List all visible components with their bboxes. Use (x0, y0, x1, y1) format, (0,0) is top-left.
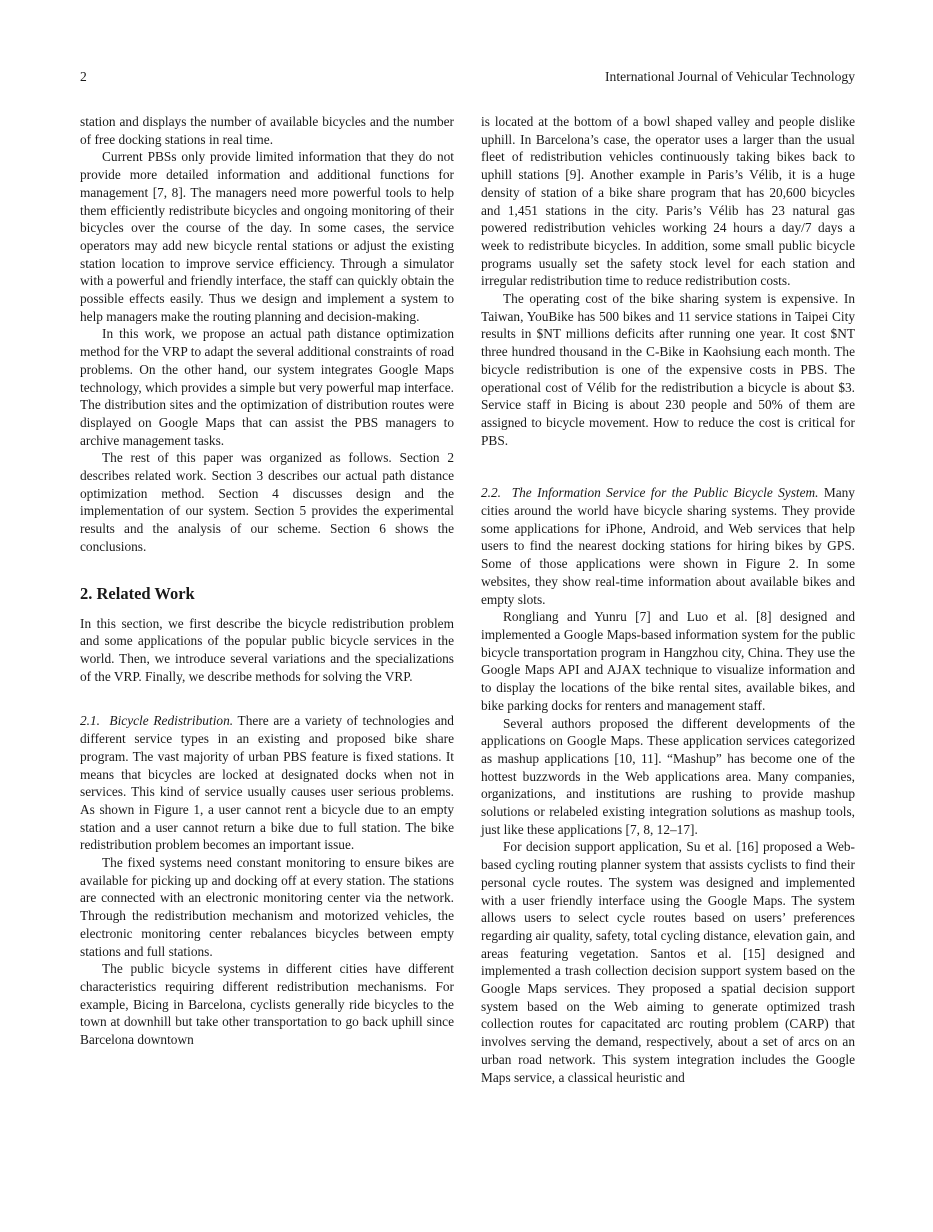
left-paragraph-4: The rest of this paper was organized as follows. Section 2 describes related work. Section 3 describes our actual path distance optimization method. Section 4 discusses design and the implementation of our system. Section 5 provides the experimental results and the analysis of our scheme. Section 6 shows the conclusions. (80, 450, 454, 554)
right-paragraph-4: Rongliang and Yunru [7] and Luo et al. [8] designed and implemented a Google Maps-based information system for the public bicycle transportation program in Hangzhou city, China. They use the Google Maps API and AJAX technique to visualize information and to display the locations of the bike rental sites, available bikes, and bike parking docks for renters and management staff. (481, 609, 855, 713)
right-paragraph-5: Several authors proposed the different developments of the applications on Google Maps. These application services categorized as mashup applications [10, 11]. “Mashup” has become one of the hottest buzzwords in the Web applications area. Many companies, organizations, and institutions are rushing to provide mashup solutions or relabeled existing integration solutions as mashup tools, just like these applications [7, 8, 12–17]. (481, 715, 855, 837)
left-paragraph-1: station and displays the number of available bicycles and the number of free docking stations in real time. (80, 114, 454, 147)
left-paragraph-8: The public bicycle systems in different cities have different characteristics requiring different redistribution mechanisms. For example, Bicing in Barcelona, cyclists generally ride bicycles to the town at downhill but take other transportation to go back uphill since Barcelona downtown (80, 961, 454, 1048)
subsection-2-1-text: There are a variety of technologies and different service types in an existing and proposed bike share program. The vast majority of urban PBS feature is fixed stations. It means that bicycles are locked at designated docks when not in services. This kind of service usually causes user serious problems. As shown in Figure 1, a user cannot rent a bicycle due to an empty station and a user cannot return a bike due to full station. The bike redistribution problem becomes an important issue. (80, 713, 454, 853)
journal-title: International Journal of Vehicular Technology (605, 69, 855, 84)
right-paragraph-3 (481, 484, 855, 608)
right-paragraph-2: The operating cost of the bike sharing system is expensive. In Taiwan, YouBike has 500 bikes and 11 service stations in Taipei City results in $NT millions deficits after running one year. It cost $NT three hundred thousand in the C-Bike in Kaohsiung each month. The bicycle redistribution is one of the expensive costs in PBS. The operational cost of Vélib for the redistribution a bicycle is about $3. Service staff in Bicing is about 230 people and 50% of them are assigned to bicycle movement. How to reduce the cost is critical for PBS. (481, 291, 855, 448)
subsection-title-2-1: 2.1. Bicycle Redistribution. (80, 713, 234, 729)
right-column (481, 113, 855, 1086)
left-paragraph-2: Current PBSs only provide limited information that they do not provide more detailed information and additional functions for management [7, 8]. The managers need more powerful tools to help them efficiently redistribute bicycles and ongoing monitoring of their bicycles over the course of the day. In some cases, the service operators may add new bicycle rental stations or adjust the existing station location to improve service efficiency. Through a simulator with a powerful and friendly interface, the staff can quickly obtain the possible effects easily. Thus we design and implement a system to help managers make the routing planning and decision-making. (80, 149, 454, 324)
page-header (80, 67, 855, 87)
section-title-related-work: 2. Related Work (80, 583, 195, 603)
left-column (80, 113, 454, 1049)
subsection-2-2-text: Many cities around the world have bicycle sharing systems. They provide some applications for iPhone, Android, and Web services that help users to find the nearest docking stations for hiring bikes by GPS. Some of those applications were shown in Figure 2. In some websites, they show real-time information about available bikes and empty slots. (481, 485, 855, 607)
left-paragraph-3: In this work, we propose an actual path distance optimization method for the VRP to adapt the several additional constraints of road problems. On the other hand, our system integrates Google Maps technology, which provides a simple but very powerful map interface. The distribution sites and the optimization of distribution routes were displayed on Google Maps that can assist the PBS managers to archive management tasks. (80, 326, 454, 448)
left-paragraph-6 (80, 712, 454, 854)
right-paragraph-6: For decision support application, Su et al. [16] proposed a Web-based cycling routing planner system that assists cyclists to find their personal cycle routes. The system was designed and implemented with a user friendly interface using the Google Maps. The system allows users to select cycle routes based on users’ preferences regarding air quality, safety, total cycling distance, elevation gain, and areas featuring vegetation. Santos et al. [15] designed and implemented a trash collection decision support system based on the Google Maps services. They proposed a spatial decision support system based on the Web aiming to generate optimized trash collection routes for capacitated arc routing problem (CARP) that involves serving the demand, respectively, about a set of arcs on an urban road network. This system integration includes the Google Maps service, a classical heuristic and (481, 839, 855, 1085)
right-paragraph-1: is located at the bottom of a bowl shaped valley and people dislike uphill. In Barcelona’s case, the operator uses a larger than the usual fleet of redistribution vehicles continuously taking bikes back to uphill stations [9]. Another example in Paris’s Vélib, it is a huge density of station of a bike share program that has 20,600 bicycles and 1,451 stations in the city. Paris’s Vélib has 23 natural gas powered redistribution vehicles working 24 hours a day/7 days a week to redistribute bicycles. In addition, some small public bicycle programs usually set the safety stock level for each station and irregular redistribution time to reduce redistribution costs. (481, 114, 855, 289)
subsection-title-2-2: 2.2. The Information Service for the Public Bicycle System. (481, 485, 819, 501)
left-paragraph-5: In this section, we first describe the bicycle redistribution problem and some applications of the popular public bicycle services in the world. Then, we introduce several variations and the specializations of the VRP. Finally, we describe methods for solving the VRP. (80, 615, 454, 684)
left-paragraph-7: The fixed systems need constant monitoring to ensure bikes are available for picking up and docking off at every station. The stations are connected with an electronic monitoring center via the network. Through the redistribution mechanism and motorized vehicles, the electronic monitoring center rebalances bicycles between empty stations and full stations. (80, 855, 454, 959)
page-number: 2 (80, 69, 87, 84)
